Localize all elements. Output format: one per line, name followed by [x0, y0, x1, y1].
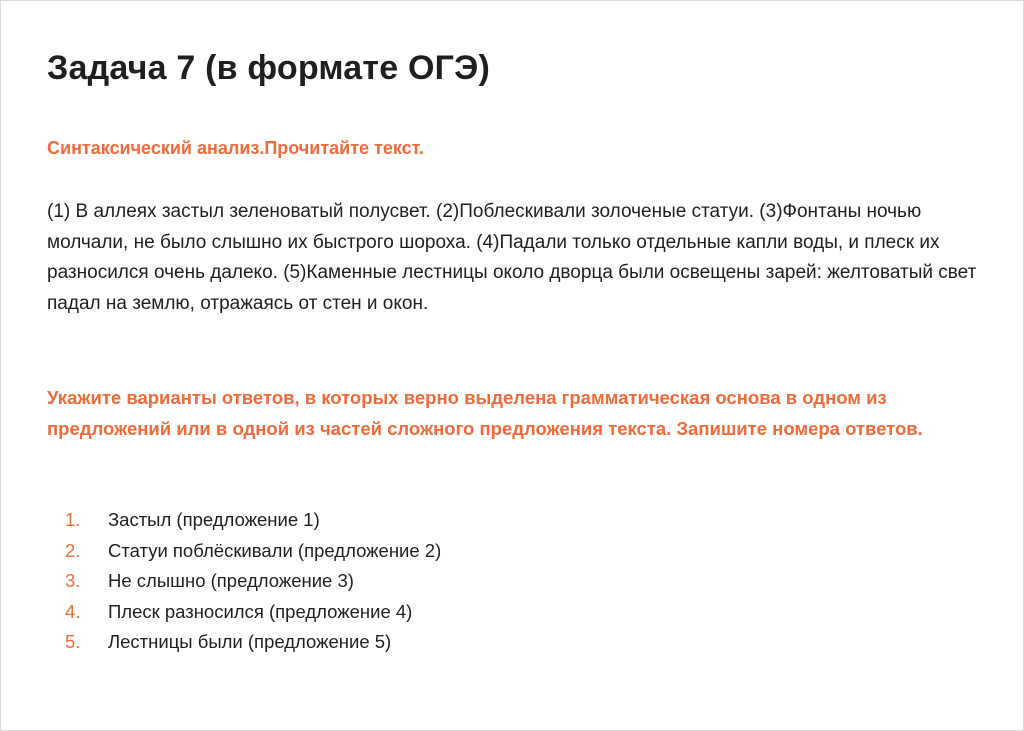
option-number: 2. — [65, 539, 81, 561]
answer-option — [65, 566, 441, 597]
option-number: 3. — [65, 570, 81, 592]
slide-title: Задача 7 (в формате ОГЭ) — [47, 49, 491, 87]
option-number: 4. — [65, 600, 81, 622]
answer-option — [65, 505, 441, 536]
answer-option — [65, 627, 441, 658]
answer-options-list — [65, 505, 441, 658]
reading-passage: (1) В аллеях застыл зеленоватый полусвет. (2)Поблескивали золоченые статуи. (3)Фонтаны ночью молчали, не было слышно их быстрого шороха. (4)Падали только отдельные капли воды, и плеск их разносился очень далеко. (5)Каменные лестницы около дворца были освещены зарей: желтоватый свет падал на землю, отражаясь от стен и окон. — [47, 201, 977, 314]
task-instruction: Укажите варианты ответов, в которых верно выделена грамматическая основа в одном из предложений или в одной из частей сложного предложения текста. Запишите номера ответов. — [47, 387, 923, 439]
option-text: Лестницы были (предложение 5) — [108, 631, 392, 653]
option-text: Не слышно (предложение 3) — [108, 570, 354, 592]
option-text: Плеск разносился (предложение 4) — [108, 600, 413, 622]
option-number: 5. — [65, 631, 81, 653]
section-subtitle: Синтаксический анализ.Прочитайте текст. — [47, 138, 424, 158]
option-text: Застыл (предложение 1) — [108, 509, 320, 531]
answer-option — [65, 536, 441, 567]
option-number: 1. — [65, 509, 81, 531]
answer-option — [65, 597, 441, 628]
option-text: Статуи поблёскивали (предложение 2) — [108, 539, 442, 561]
